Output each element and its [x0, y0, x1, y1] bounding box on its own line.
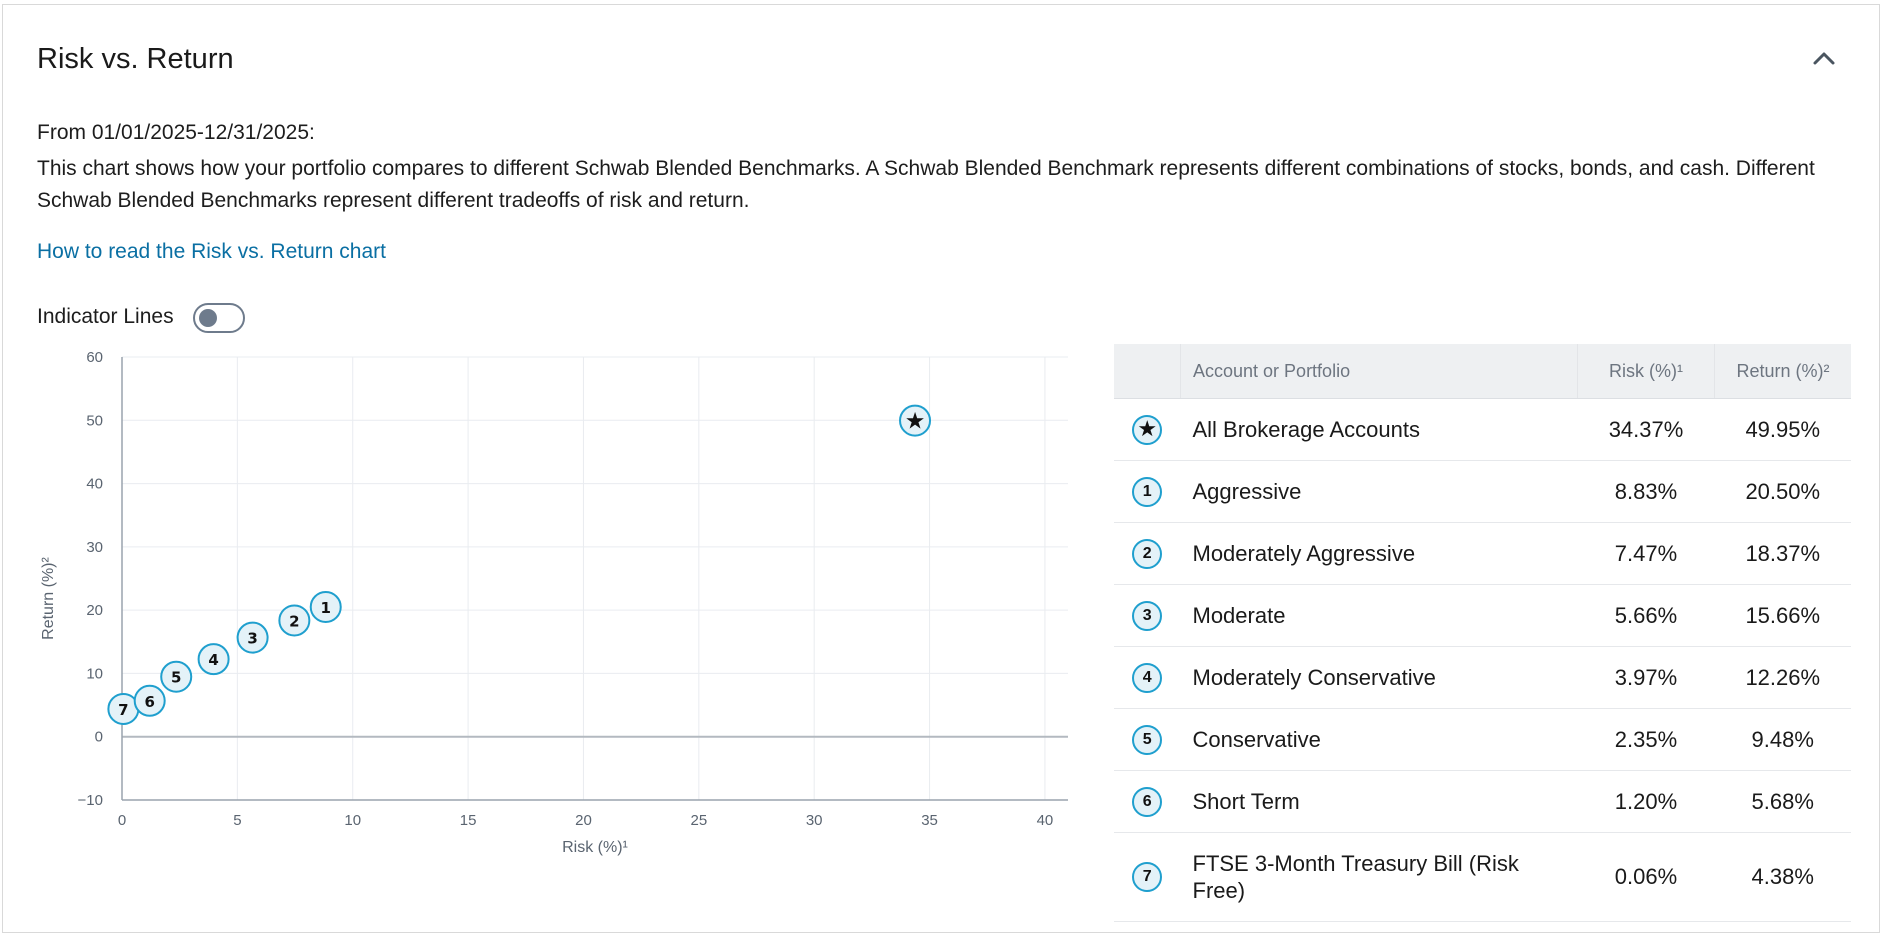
row-risk: 5.66% [1578, 585, 1715, 647]
row-risk: 0.06% [1578, 833, 1715, 922]
x-axis-label: Risk (%)¹ [562, 839, 628, 856]
point-label: 2 [289, 612, 300, 631]
x-tick-label: 20 [575, 812, 592, 829]
x-tick-label: 15 [459, 812, 477, 829]
row-return: 49.95% [1715, 399, 1852, 461]
risk-return-card [2, 4, 1880, 933]
card-title: Risk vs. Return [37, 43, 234, 75]
x-tick-label: 25 [690, 812, 708, 829]
collapse-chevron-up-icon[interactable] [1811, 47, 1837, 69]
portfolio-table [1114, 344, 1851, 922]
y-tick-label: 40 [86, 475, 103, 493]
star-marker-icon: ★ [1132, 415, 1162, 445]
row-return: 12.26% [1715, 647, 1852, 709]
y-tick-label: −10 [77, 792, 103, 809]
x-tick-label: 40 [1036, 812, 1054, 829]
table-row [1114, 399, 1851, 461]
risk-return-chart [33, 345, 1083, 865]
risk-column-header: Risk (%)¹ [1578, 344, 1715, 399]
row-return: 9.48% [1715, 709, 1852, 771]
number-marker-icon: 5 [1132, 725, 1162, 755]
point-label: 3 [247, 629, 258, 648]
number-marker-icon: 3 [1132, 601, 1162, 631]
table-row [1114, 647, 1851, 709]
row-return: 4.38% [1715, 833, 1852, 922]
row-return: 20.50% [1715, 461, 1852, 523]
marker-column-header [1114, 344, 1181, 399]
table-row [1114, 709, 1851, 771]
row-name: Moderately Conservative [1181, 647, 1578, 709]
y-tick-label: 10 [86, 665, 103, 683]
x-tick-label: 30 [805, 812, 823, 829]
star-point-label: ★ [904, 408, 926, 435]
y-tick-label: 20 [86, 602, 103, 620]
x-tick-label: 0 [117, 812, 127, 829]
point-label: 7 [118, 700, 129, 719]
x-tick-label: 35 [921, 812, 938, 829]
row-return: 18.37% [1715, 523, 1852, 585]
number-marker-icon: 6 [1132, 787, 1162, 817]
number-marker-icon: 7 [1132, 862, 1162, 892]
table-header-row [1114, 344, 1851, 399]
chart-description: This chart shows how your portfolio compares to different Schwab Blended Benchmarks. A Schwab Blended Benchmark represents different combinations of stocks, bonds, and cash. Different Schwab Blended Benchmarks represent different tradeoffs of risk and return. [37, 157, 1815, 212]
row-return: 15.66% [1715, 585, 1852, 647]
row-return: 5.68% [1715, 771, 1852, 833]
row-name: Conservative [1181, 709, 1578, 771]
number-marker-icon: 1 [1132, 477, 1162, 507]
row-risk: 1.20% [1578, 771, 1715, 833]
toggle-knob [199, 309, 217, 327]
row-name: All Brokerage Accounts [1181, 399, 1578, 461]
table-row [1114, 523, 1851, 585]
number-marker-icon: 4 [1132, 663, 1162, 693]
table-row [1114, 771, 1851, 833]
row-name: Aggressive [1181, 461, 1578, 523]
row-risk: 7.47% [1578, 523, 1715, 585]
row-risk: 8.83% [1578, 461, 1715, 523]
point-label: 6 [144, 692, 155, 711]
x-tick-label: 10 [344, 812, 362, 829]
y-axis-label: Return (%)² [40, 557, 57, 640]
return-column-header: Return (%)² [1715, 344, 1852, 399]
y-tick-label: 30 [86, 538, 103, 556]
point-label: 1 [320, 598, 331, 617]
row-risk: 2.35% [1578, 709, 1715, 771]
date-range: From 01/01/2025-12/31/2025: [37, 121, 315, 144]
point-label: 4 [208, 651, 219, 670]
row-name: Moderately Aggressive [1181, 523, 1578, 585]
indicator-lines-toggle[interactable] [193, 303, 245, 333]
row-name: Short Term [1181, 771, 1578, 833]
point-label: 5 [171, 668, 182, 687]
row-name: FTSE 3-Month Treasury Bill (Risk Free) [1181, 833, 1578, 922]
row-risk: 34.37% [1578, 399, 1715, 461]
how-to-read-link[interactable]: How to read the Risk vs. Return chart [37, 240, 386, 263]
table-row [1114, 461, 1851, 523]
row-risk: 3.97% [1578, 647, 1715, 709]
table-row [1114, 833, 1851, 922]
row-name: Moderate [1181, 585, 1578, 647]
table-row [1114, 585, 1851, 647]
x-tick-label: 5 [233, 812, 242, 829]
indicator-lines-label: Indicator Lines [37, 305, 174, 328]
y-tick-label: 50 [86, 412, 103, 430]
y-tick-label: 0 [94, 728, 103, 746]
y-tick-label: 60 [86, 349, 103, 366]
number-marker-icon: 2 [1132, 539, 1162, 569]
account-column-header: Account or Portfolio [1181, 344, 1578, 399]
